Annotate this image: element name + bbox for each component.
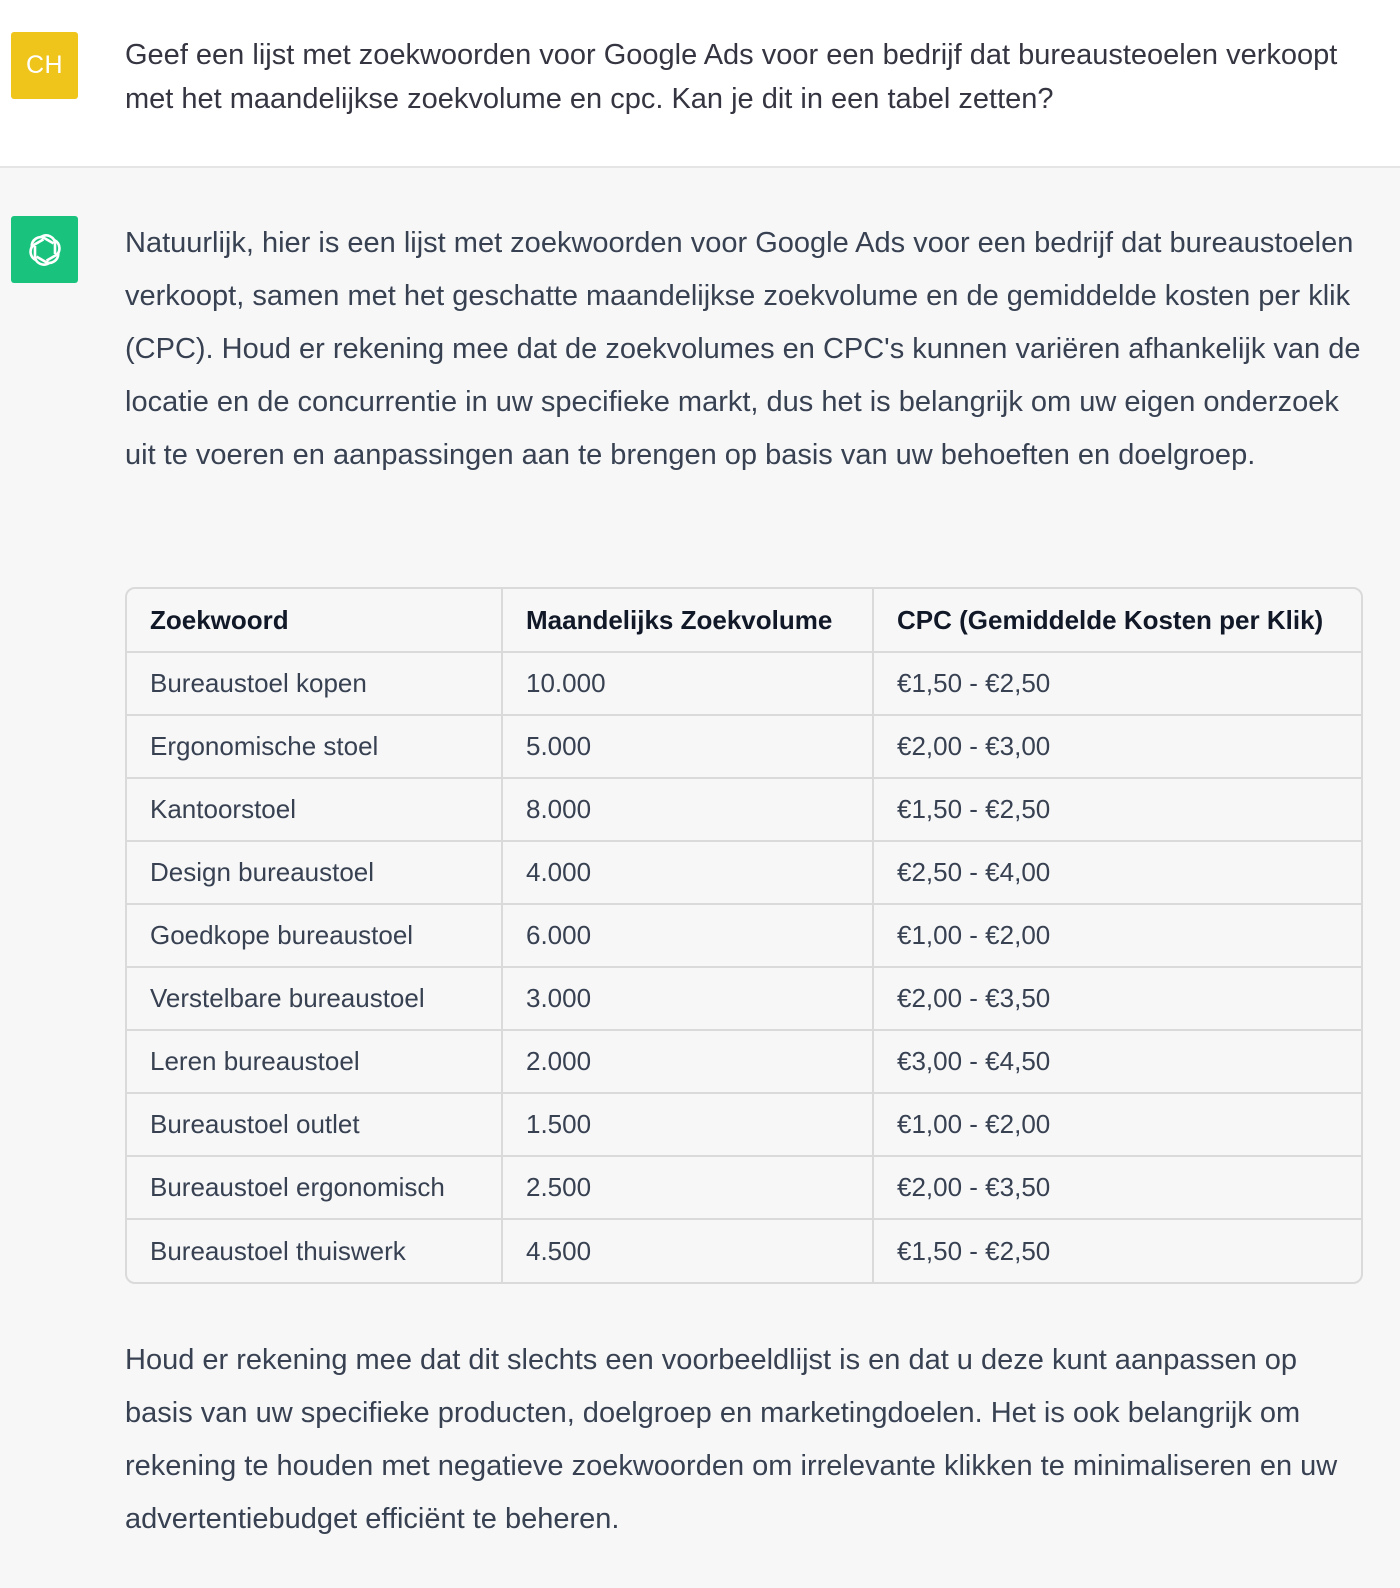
table-header-row (127, 589, 1361, 652)
keyword-table (125, 587, 1363, 1284)
cell-search-volume: 10.000 (502, 652, 873, 715)
assistant-outro-text: Houd er rekening mee dat dit slechts een voorbeeldlijst is en dat u deze kunt aanpassen op basis van uw specifieke producten, doelgroep en marketingdoelen. Het is ook belangrijk om rekening te houden met negatieve zoekwoorden om irrelevante klikken te minimaliseren en uw advertentiebudget efficiënt te beheren. (125, 1344, 1338, 1535)
cell-keyword: Verstelbare bureaustoel (127, 967, 502, 1030)
assistant-avatar (11, 216, 78, 283)
cell-search-volume: 5.000 (502, 715, 873, 778)
cell-cpc: €1,00 - €2,00 (873, 904, 1361, 967)
cell-cpc: €1,50 - €2,50 (897, 1235, 1051, 1266)
openai-logo-icon (25, 230, 65, 270)
cell-search-volume: 8.000 (502, 778, 873, 841)
table-row (127, 1093, 1361, 1156)
cell-cpc: €3,00 - €4,50 (873, 1030, 1361, 1093)
cell-search-volume: 3.000 (502, 967, 873, 1030)
table-row (127, 715, 1361, 778)
table-row (127, 778, 1361, 841)
cell-cpc: €1,50 - €2,50 (873, 778, 1361, 841)
header-search-volume: Maandelijks Zoekvolume (502, 589, 873, 652)
cell-keyword: Bureaustoel thuiswerk (127, 1219, 502, 1282)
cell-keyword: Design bureaustoel (127, 841, 502, 904)
user-avatar: CH (11, 32, 78, 99)
table-row (127, 967, 1361, 1030)
cell-search-volume: 2.000 (502, 1030, 873, 1093)
header-cpc: CPC (Gemiddelde Kosten per Klik) (873, 589, 1361, 652)
cell-cpc: €2,00 - €3,50 (873, 1156, 1361, 1219)
table-row (127, 904, 1361, 967)
assistant-message (0, 168, 1400, 1588)
cell-keyword: Goedkope bureaustoel (127, 904, 502, 967)
cell-keyword: Ergonomische stoel (127, 715, 502, 778)
header-keyword: Zoekwoord (127, 589, 502, 652)
cell-keyword: Kantoorstoel (127, 778, 502, 841)
table-row (127, 1030, 1361, 1093)
cell-cpc: €2,00 - €3,00 (873, 715, 1361, 778)
cell-keyword: Bureaustoel outlet (127, 1093, 502, 1156)
cell-cpc: €2,00 - €3,50 (873, 967, 1361, 1030)
cell-search-volume: 2.500 (502, 1156, 873, 1219)
cell-cpc: €1,50 - €2,50 (873, 652, 1361, 715)
cell-search-volume: 4.500 (502, 1219, 873, 1282)
cell-keyword: Leren bureaustoel (127, 1030, 502, 1093)
cell-keyword: Bureaustoel kopen (127, 652, 502, 715)
user-message-text: Geef een lijst met zoekwoorden voor Google Ads voor een bedrijf dat bureausteoelen verkoopt met het maandelijkse zoekvolume en cpc. Kan je dit in een tabel zetten? (125, 39, 1338, 115)
assistant-intro-text: Natuurlijk, hier is een lijst met zoekwoorden voor Google Ads voor een bedrijf dat bureaustoelen verkoopt, samen met het geschatte maandelijkse zoekvolume en de gemiddelde kosten per klik (CPC). Houd er rekening mee dat de zoekvolumes en CPC's kunnen variëren afhankelijk van de locatie en de concurrentie in uw specifieke markt, dus het is belangrijk om uw eigen onderzoek uit te voeren en aanpassingen aan te brengen op basis van uw behoeften en doelgroep. (125, 227, 1361, 471)
cell-cpc: €2,50 - €4,00 (873, 841, 1361, 904)
cell-search-volume: 4.000 (502, 841, 873, 904)
table-row (127, 1219, 1361, 1282)
user-message (0, 0, 1400, 168)
cell-search-volume: 6.000 (502, 904, 873, 967)
table-row (127, 1156, 1361, 1219)
cell-search-volume: 1.500 (502, 1093, 873, 1156)
table-row (127, 841, 1361, 904)
cell-cpc: €1,00 - €2,00 (873, 1093, 1361, 1156)
cell-keyword: Bureaustoel ergonomisch (127, 1156, 502, 1219)
table-row (127, 652, 1361, 715)
